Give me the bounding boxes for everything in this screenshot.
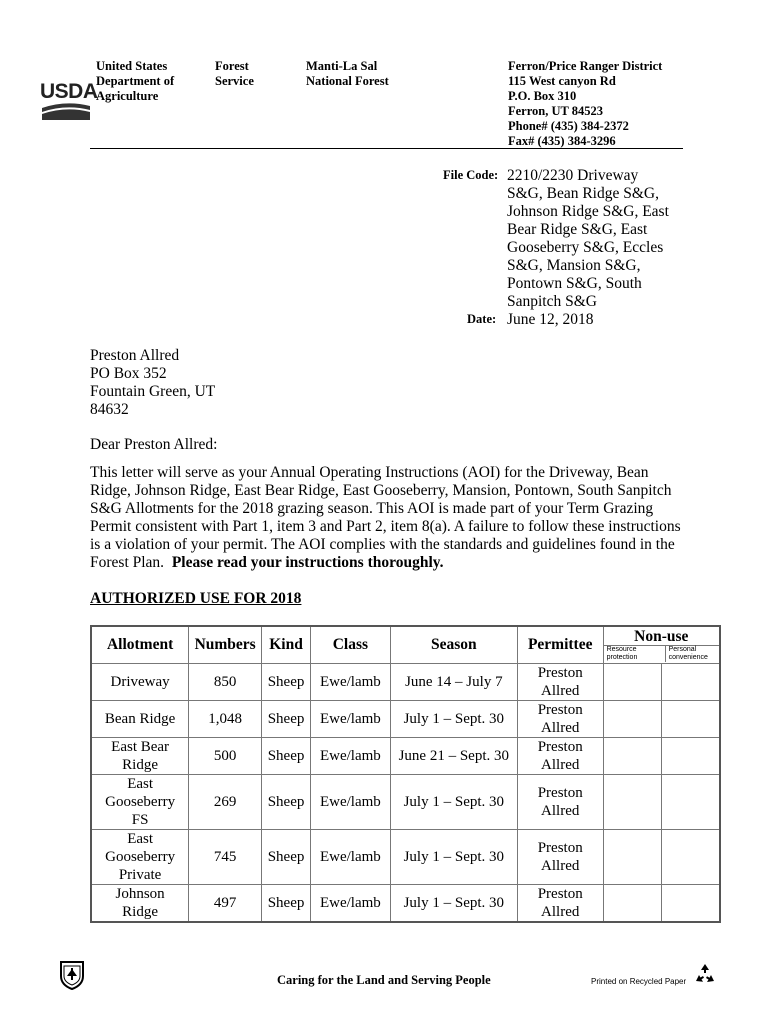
- paragraph-line: is a violation of your permit. The AOI complies with the standards and guidelines found in the: [90, 536, 675, 553]
- section-heading: AUTHORIZED USE FOR 2018: [90, 590, 302, 607]
- allotment-cell: [91, 701, 189, 738]
- file-code-line: Gooseberry S&G, Eccles: [507, 239, 664, 256]
- letterhead-agency: [96, 59, 174, 104]
- nonuse-personal-cell: [661, 701, 720, 738]
- paragraph-line: This letter will serve as your Annual Operating Instructions (AOI) for the Driveway, Bean: [90, 464, 649, 481]
- permittee-line: Allred: [541, 720, 580, 736]
- file-code-line: S&G, Mansion S&G,: [507, 257, 641, 274]
- allotment-line: Driveway: [110, 674, 170, 690]
- address-line: 84632: [90, 401, 129, 418]
- permittee-line: Allred: [541, 803, 580, 819]
- letterhead-line: Manti-La Sal: [306, 59, 378, 73]
- letterhead-line: Agriculture: [96, 89, 159, 103]
- allotment-cell: [91, 885, 189, 923]
- paragraph-line: [90, 554, 730, 572]
- allotment-line: Private: [118, 867, 162, 883]
- nonuse-resource-cell: [603, 885, 661, 923]
- allotment-cell: [91, 738, 189, 775]
- allotment-line: Johnson: [115, 886, 165, 902]
- allotment-line: Ridge: [122, 904, 159, 920]
- permittee-line: Allred: [541, 904, 580, 920]
- allotment-line: Gooseberry: [105, 849, 176, 865]
- season-cell: June 21 – Sept. 30: [390, 738, 517, 775]
- season-cell: July 1 – Sept. 30: [390, 885, 517, 923]
- file-code-label: File Code:: [443, 168, 499, 182]
- table-row: [91, 664, 720, 701]
- nonuse-resource-cell: [603, 830, 661, 885]
- permittee-line: Preston: [537, 665, 583, 681]
- table-row: [91, 830, 720, 885]
- permittee-line: Preston: [537, 785, 583, 801]
- allotment-cell: [91, 775, 189, 830]
- kind-cell: Sheep: [262, 830, 311, 885]
- letterhead-line: P.O. Box 310: [508, 89, 577, 103]
- permittee-cell: [517, 738, 603, 775]
- date-label: Date:: [467, 312, 497, 326]
- permittee-cell: [517, 830, 603, 885]
- letterhead-line: Department of: [96, 74, 175, 88]
- nonuse-resource-protection: Resource protection: [604, 646, 666, 662]
- permittee-cell: [517, 664, 603, 701]
- usda-logo-text: USDA: [40, 80, 98, 103]
- letterhead-forest: [306, 59, 389, 89]
- paragraph-line: Permit consistent with Part 1, item 3 and Part 2, item 8(a). A failure to follow these instructions: [90, 518, 681, 535]
- nonuse-resource-cell: [603, 664, 661, 701]
- letterhead-line: Ferron/Price Ranger District: [508, 59, 663, 73]
- nonuse-resource-cell: [603, 701, 661, 738]
- recipient-address: [90, 347, 215, 419]
- col-header-season: Season: [390, 626, 517, 664]
- allotment-line: East Bear: [111, 739, 170, 755]
- allotment-cell: [91, 664, 189, 701]
- numbers-cell: 745: [189, 830, 262, 885]
- kind-cell: Sheep: [262, 701, 311, 738]
- letterhead-line: United States: [96, 59, 168, 73]
- permittee-line: Allred: [541, 757, 580, 773]
- col-header-class: Class: [311, 626, 391, 664]
- file-code-value: [507, 167, 669, 311]
- nonuse-label: Non-use: [634, 628, 689, 645]
- nonuse-personal-convenience: Personal convenience: [668, 646, 708, 661]
- file-code-line: Johnson Ridge S&G, East: [507, 203, 669, 220]
- permittee-line: Allred: [541, 683, 580, 699]
- col-header-kind: Kind: [262, 626, 311, 664]
- table-row: [91, 775, 720, 830]
- forest-service-shield-icon: [58, 958, 86, 990]
- letterhead-divider: [90, 148, 683, 149]
- nonuse-personal-cell: [661, 738, 720, 775]
- letterhead-line: Service: [215, 74, 254, 88]
- table-row: [91, 885, 720, 923]
- class-cell: Ewe/lamb: [311, 664, 391, 701]
- file-code-line: Bear Ridge S&G, East: [507, 221, 648, 238]
- allotment-line: East: [127, 831, 154, 847]
- col-header-permittee: Permittee: [517, 626, 603, 664]
- letterhead-district-address: [508, 59, 662, 149]
- class-cell: Ewe/lamb: [311, 775, 391, 830]
- address-line: Fountain Green, UT: [90, 383, 216, 400]
- letterhead-line: Fax# (435) 384-3296: [508, 134, 616, 148]
- footer-slogan: Caring for the Land and Serving People: [277, 973, 491, 987]
- permittee-cell: [517, 701, 603, 738]
- table-header-row: [91, 626, 720, 664]
- file-code-line: 2210/2230 Driveway: [507, 167, 639, 184]
- permittee-cell: [517, 885, 603, 923]
- file-code-line: Sanpitch S&G: [507, 293, 597, 310]
- kind-cell: Sheep: [262, 738, 311, 775]
- paragraph-line: S&G Allotments for the 2018 grazing season. This AOI is made part of your Term Grazing: [90, 500, 654, 517]
- col-header-numbers: Numbers: [189, 626, 262, 664]
- kind-cell: Sheep: [262, 664, 311, 701]
- letterhead-line: Phone# (435) 384-2372: [508, 119, 629, 133]
- address-line: PO Box 352: [90, 365, 167, 382]
- body-paragraph: [90, 464, 730, 572]
- numbers-cell: 1,048: [189, 701, 262, 738]
- file-code-line: Pontown S&G, South: [507, 275, 642, 292]
- authorized-use-table: [90, 625, 721, 923]
- numbers-cell: 269: [189, 775, 262, 830]
- salutation: Dear Preston Allred:: [90, 436, 218, 453]
- permittee-cell: [517, 775, 603, 830]
- class-cell: Ewe/lamb: [311, 885, 391, 923]
- kind-cell: Sheep: [262, 775, 311, 830]
- letterhead-service: [215, 59, 254, 89]
- letterhead-line: Forest: [215, 59, 249, 73]
- permittee-line: Allred: [541, 858, 580, 874]
- allotment-cell: [91, 830, 189, 885]
- date-value: June 12, 2018: [507, 311, 594, 328]
- season-cell: June 14 – July 7: [390, 664, 517, 701]
- permittee-line: Preston: [537, 840, 583, 856]
- recycle-icon: [693, 962, 717, 986]
- table-row: [91, 738, 720, 775]
- nonuse-personal-cell: [661, 664, 720, 701]
- nonuse-personal-cell: [661, 885, 720, 923]
- numbers-cell: 850: [189, 664, 262, 701]
- season-cell: July 1 – Sept. 30: [390, 830, 517, 885]
- paragraph-emphasis: Please read your instructions thoroughly.: [171, 554, 444, 571]
- col-header-nonuse: [603, 626, 720, 664]
- nonuse-personal-cell: [661, 830, 720, 885]
- col-header-allotment: Allotment: [91, 626, 189, 664]
- season-cell: July 1 – Sept. 30: [390, 775, 517, 830]
- allotment-line: Bean Ridge: [104, 711, 176, 727]
- allotment-line: East: [127, 776, 154, 792]
- nonuse-personal-cell: [661, 775, 720, 830]
- paragraph-line: Ridge, Johnson Ridge, East Bear Ridge, East Gooseberry, Mansion, Pontown, South Sanpitch: [90, 482, 672, 499]
- address-line: Preston Allred: [90, 347, 180, 364]
- kind-cell: Sheep: [262, 885, 311, 923]
- letterhead-line: National Forest: [306, 74, 389, 88]
- permittee-line: Preston: [537, 702, 583, 718]
- numbers-cell: 500: [189, 738, 262, 775]
- numbers-cell: 497: [189, 885, 262, 923]
- nonuse-resource-cell: [603, 738, 661, 775]
- paragraph-text: Forest Plan.: [90, 554, 172, 571]
- permittee-line: Preston: [537, 739, 583, 755]
- table-row: [91, 701, 720, 738]
- allotment-line: FS: [131, 812, 149, 828]
- class-cell: Ewe/lamb: [311, 738, 391, 775]
- class-cell: Ewe/lamb: [311, 701, 391, 738]
- allotment-line: Ridge: [122, 757, 159, 773]
- letterhead-line: Ferron, UT 84523: [508, 104, 604, 118]
- nonuse-resource-cell: [603, 775, 661, 830]
- footer-recycled-note: Printed on Recycled Paper: [591, 977, 687, 986]
- class-cell: Ewe/lamb: [311, 830, 391, 885]
- allotment-line: Gooseberry: [105, 794, 176, 810]
- season-cell: July 1 – Sept. 30: [390, 701, 517, 738]
- file-code-line: S&G, Bean Ridge S&G,: [507, 185, 659, 202]
- permittee-line: Preston: [537, 886, 583, 902]
- usda-logo: [40, 80, 98, 124]
- letterhead-line: 115 West canyon Rd: [508, 74, 616, 88]
